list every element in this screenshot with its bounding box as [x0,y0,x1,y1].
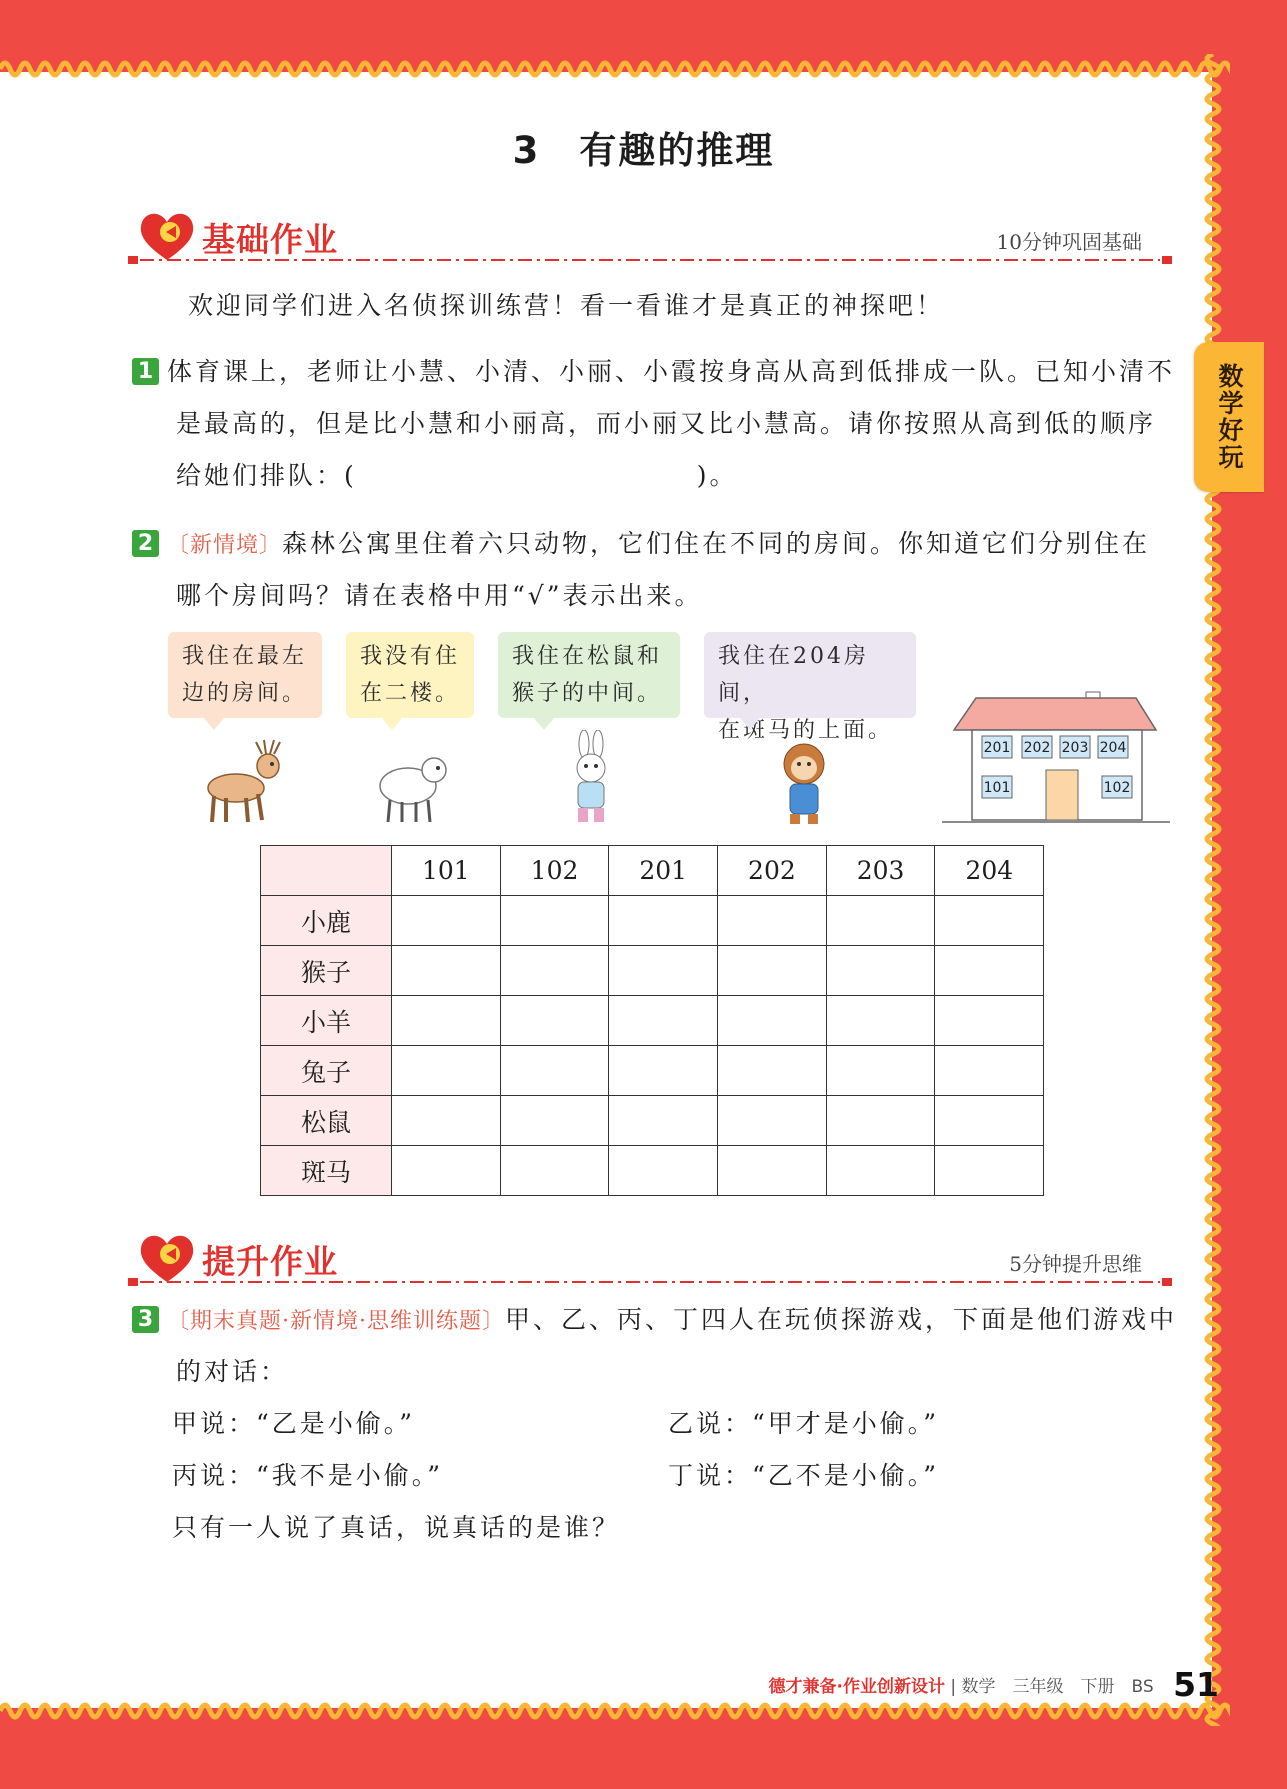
footer-info: 数学 三年级 下册 BS [961,1677,1154,1697]
bubble-line: 我没有住 [360,644,461,669]
row-header: 斑马 [261,1146,392,1196]
question-number: 3 [132,1306,159,1333]
table-corner-cell [261,846,392,896]
answer-cell[interactable] [500,996,609,1046]
bubble-line: 边的房间。 [182,681,308,706]
answer-cell[interactable] [392,1146,501,1196]
room-label: 203 [1061,740,1089,756]
table-row [261,896,1044,946]
question-2 [132,518,1192,572]
answer-cell[interactable] [935,896,1044,946]
q2-line2: 哪个房间吗？请在表格中用“√”表示出来。 [176,581,703,610]
q3-line2: 的对话： [176,1357,289,1386]
question-tag: 〔新情境〕 [167,533,283,558]
room-label: 202 [1023,740,1051,756]
answer-cell[interactable] [500,1096,609,1146]
answer-cell[interactable] [392,996,501,1046]
intro-text: 欢迎同学们进入名侦探训练营！看一看谁才是真正的神探吧！ [188,291,945,320]
q2-line1: 森林公寓里住着六只动物，它们住在不同的房间。你知道它们分别住在 [282,529,1151,558]
table-header-row [261,846,1044,896]
bubble-tail [740,718,760,730]
answer-cell[interactable] [718,996,827,1046]
answer-cell[interactable] [392,1096,501,1146]
answer-cell[interactable] [935,946,1044,996]
statement-bing: 丙说：“我不是小偷。” [172,1461,444,1490]
dashed-rule [128,254,1172,266]
q1-line3 [176,450,738,502]
answer-cell[interactable] [935,1146,1044,1196]
question-3 [132,1294,1192,1348]
column-header: 204 [935,846,1044,896]
table-row [261,1046,1044,1096]
sheep-icon [372,740,450,826]
question-tag: 〔期末真题·新情境·思维训练题〕 [167,1309,505,1334]
column-header: 201 [609,846,718,896]
answer-cell[interactable] [718,896,827,946]
answer-cell[interactable] [609,1146,718,1196]
room-label: 102 [1103,780,1131,796]
table-row [261,1146,1044,1196]
page-title: 3 有趣的推理 [512,129,775,172]
answer-cell[interactable] [826,1096,935,1146]
question-number: 2 [132,530,159,557]
column-header: 102 [500,846,609,896]
row-header: 兔子 [261,1046,392,1096]
speech-bubble-sheep [346,632,474,718]
section-header-basic [128,208,1172,268]
wavy-border-right [1198,54,1228,1726]
answer-cell[interactable] [500,896,609,946]
answer-cell[interactable] [935,1096,1044,1146]
side-tab-math-fun[interactable]: 数学好玩 [1194,342,1264,492]
dashed-rule [128,1276,1172,1288]
bubble-tail [534,718,554,730]
bubble-tail [382,718,402,730]
answer-cell[interactable] [826,896,935,946]
room-assignment-table [260,845,1044,1196]
section-time-note: 5分钟提升思维 [1009,1252,1142,1276]
answer-cell[interactable] [500,1146,609,1196]
footer-brand: 德才兼备·作业创新设计 [768,1677,945,1697]
bubble-line: 我住在最左 [182,644,308,669]
statement-jia: 甲说：“乙是小偷。” [172,1409,416,1438]
answer-cell[interactable] [609,1096,718,1146]
column-header: 202 [718,846,827,896]
section-label: 提升作业 [202,1242,338,1281]
answer-cell[interactable] [609,996,718,1046]
answer-cell[interactable] [500,946,609,996]
column-header: 203 [826,846,935,896]
table-row [261,996,1044,1046]
row-header: 小鹿 [261,896,392,946]
row-header: 猴子 [261,946,392,996]
statement-ding: 丁说：“乙不是小偷。” [668,1461,940,1490]
q3-question: 只有一人说了真话，说真话的是谁？ [172,1513,621,1542]
question-1 [132,346,1182,398]
column-header: 101 [392,846,501,896]
room-label: 204 [1099,740,1127,756]
answer-cell[interactable] [826,1046,935,1096]
row-header: 小羊 [261,996,392,1046]
answer-cell[interactable] [392,896,501,946]
page-footer [768,1665,1219,1704]
q1-answer-prefix: 给她们排队：( [176,461,357,490]
bubble-line: 我住在204房间， [718,644,869,706]
answer-cell[interactable] [500,1046,609,1096]
bubble-line: 我住在松鼠和 [512,644,663,669]
q1-answer-suffix: )。 [696,461,738,490]
room-label: 201 [983,740,1011,756]
answer-cell[interactable] [935,996,1044,1046]
answer-cell[interactable] [392,1046,501,1096]
answer-cell[interactable] [826,1146,935,1196]
bubble-line: 在斑马的上面。 [718,718,894,743]
bubble-line: 猴子的中间。 [512,681,663,706]
bubble-tail [204,718,224,730]
answer-cell[interactable] [609,896,718,946]
answer-cell[interactable] [718,1096,827,1146]
rabbit-icon [564,730,620,828]
answer-cell[interactable] [609,946,718,996]
deer-icon [196,736,292,828]
section-time-note: 10分钟巩固基础 [996,230,1142,254]
answer-cell[interactable] [392,946,501,996]
table-row [261,946,1044,996]
speech-bubble-deer [168,632,322,718]
q1-line1: 体育课上，老师让小慧、小清、小丽、小霞按身高从高到低排成一队。已知小清不 [167,357,1176,386]
section-label: 基础作业 [202,220,338,259]
question-number: 1 [132,358,159,385]
section-header-advanced [128,1230,1172,1290]
answer-cell[interactable] [826,946,935,996]
q1-line2: 是最高的，但是比小慧和小丽高，而小丽又比小慧高。请你按照从高到低的顺序 [176,409,1157,438]
q3-line1: 甲、乙、丙、丁四人在玩侦探游戏，下面是他们游戏中 [505,1305,1178,1334]
page-number: 51 [1173,1665,1219,1704]
statement-yi: 乙说：“甲才是小偷。” [668,1409,940,1438]
speech-bubble-monkey [704,632,916,743]
answer-cell[interactable] [718,1046,827,1096]
speech-bubble-rabbit [498,632,680,718]
table-row [261,1096,1044,1146]
room-label: 101 [983,780,1011,796]
answer-cell[interactable] [718,946,827,996]
wavy-border-top [0,54,1230,84]
answer-cell[interactable] [609,1046,718,1096]
answer-cell[interactable] [826,996,935,1046]
apartment-house-icon [942,684,1170,826]
monkey-icon [770,734,840,826]
footer-divider: | [950,1677,957,1697]
row-header: 松鼠 [261,1096,392,1146]
bubble-line: 在二楼。 [360,681,461,706]
answer-cell[interactable] [935,1046,1044,1096]
answer-cell[interactable] [718,1146,827,1196]
